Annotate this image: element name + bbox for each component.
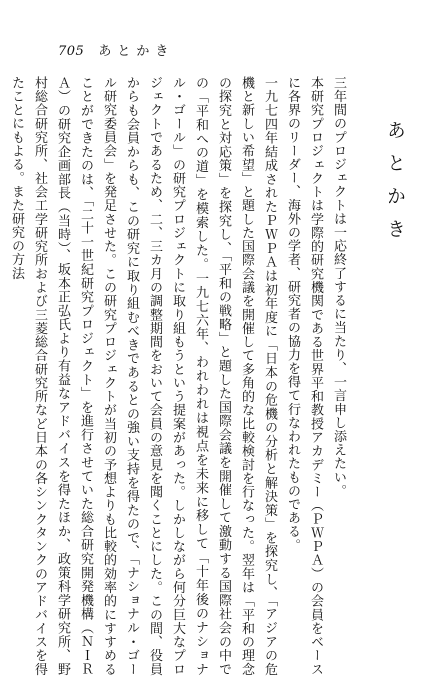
- paragraph: 三年間のプロジェクトは一応終了するに当たり、一言申し添えたい。: [331, 76, 346, 498]
- paragraph: 一九七四年結成されたＰＷＰＡは初年度に「日本の危機の分析と解決策」を探究し、「アジアの危機と新しい希望」と題した国際会議を開催して多角的な比較検討を行なった。翌年は「平和の理念の探究と対応策」を探究し、「平和の戦略」と題した国際会議を開催して激動する国際社会の中での「平和への道」を模索した。一九七六年、われわれは視点を未来に移して「十年後のナショナル・ゴール」の研究プロジェクトに取り組もうという提案があった。しかしながら何分巨大なプロジェクトであるため、二、三カ月の調整期間をおいて会員の意見を聞くことにした。この間、役員からも会員からも、この研究に取り組むべきであるとの強い支持を得たので、「ナショナル・ゴール研究委員会」を発足させた。この研究プロジェクトが当初の予想よりも比較的効率的にすすめることができたのは、「二十一世紀研究プロジェクト」を進行させていた総合研究開発機構（ＮＩＲＡ）の研究企画部長（当時）、坂本正弘氏より有益なアドバイスを得たほか、政策科学研究所、野村総合研究所、社会工学研究所および三菱総合研究所など日本の各シンクタンクのアドバイスを得たことにもよる。また研究の方法: [9, 76, 277, 676]
- body-text: [5, 76, 350, 676]
- page-header: [58, 40, 174, 60]
- page-number: 705: [58, 44, 85, 59]
- paragraph: 本研究プロジェクトは学際的研究機関である世界平和教授アカデミー（ＰＷＰＡ）の会員をベースに各界のリーダー、海外の学者、研究者の協力を得て行なわれたものである。: [285, 76, 323, 676]
- chapter-title: あとかき: [384, 120, 406, 252]
- running-title: あとかき: [98, 44, 175, 59]
